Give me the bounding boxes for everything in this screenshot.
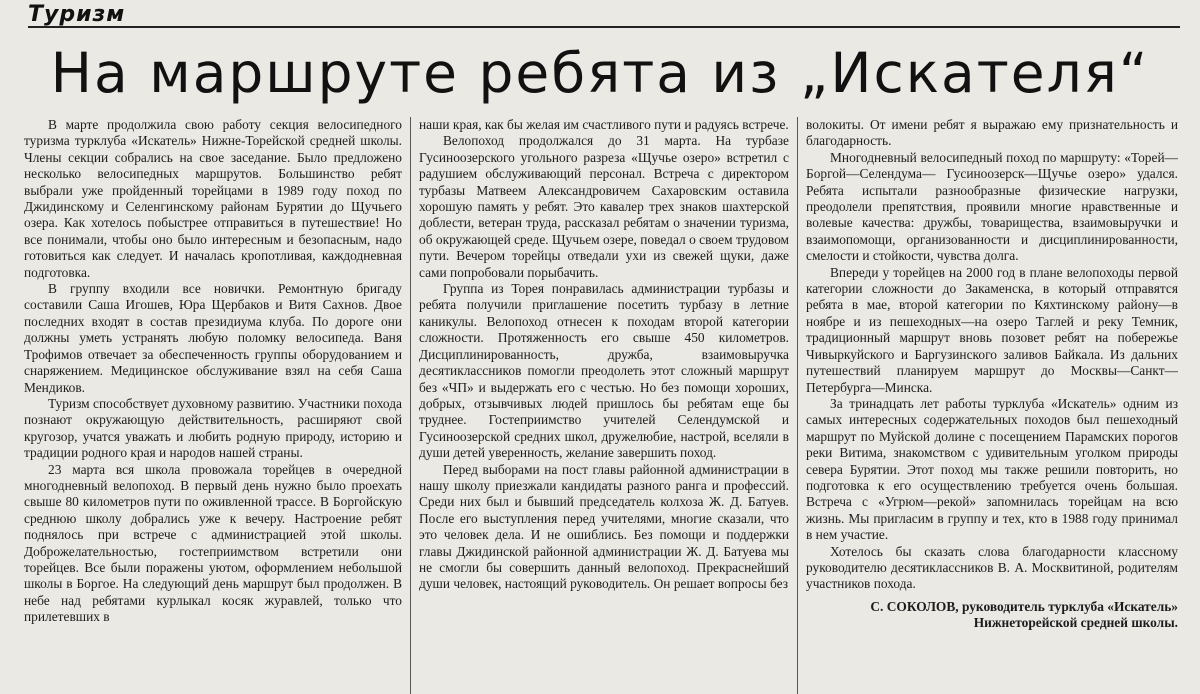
article-column-1 bbox=[24, 117, 402, 694]
paragraph: Велопоход продолжался до 31 марта. На турбазе Гусиноозерского угольного разреза «Щучье озеро» встретил с радушием обслуживающий персонал. Встреча с директором турбазы Матвеем Александровичем Сахаровским оставила хорошую память у ребят. Это кавалер трех знаков шахтерской доблести, ветеран труда, рассказал ребятам о значении туризма, об окружающей среде. Щучьем озере, поведал о своем трудовом пути. Вечером торейцы отведали ухи из свежей щуки, даже сами попробовали порыбачить. bbox=[419, 133, 789, 280]
paragraph: В марте продолжила свою работу секция велосипедного туризма турклуба «Искатель» Нижне-Торейской средней школы. Члены секции собрались на свое заседание. Было предложено несколько велосипедных маршрутов. Большинство ребят выбрали уже пройденный торейцами в 1989 году поход по Джидинскому и Селенгинскому районам Бурятии до Щучьего озера. Как хотелось побыстрее отправиться в путешествие! Но все понимали, чтобы оно было интересным и безопасным, надо готовиться как следует. И началась кропотливая, каждодневная подготовка. bbox=[24, 117, 402, 280]
paragraph: 23 марта вся школа провожала торейцев в очередной многодневный велопоход. В первый день нужно было проехать свыше 80 километров пути по оживленной трассе. В Боргойскую среднюю школу добрались уже к вечеру. Настроение ребят поднялось при встрече с администрацией этой школы. Доброжелательностью, гостеприимством встретили они торейцев. Все были поражены уютом, оформлением небольшой школы в Боргое. На следующий день маршрут был продолжен. В небе над ребятами курлыкал косяк журавлей, только что прилетевших в bbox=[24, 461, 402, 625]
paragraph: Впереди у торейцев на 2000 год в плане велопоходы первой категории сложности до Закаменска, в который отправятся ребята в мае, второй категории по Кяхтинскому району—в ноябре и из пешеходных—на озеро Таглей и реку Темник, традиционный маршрут вновь позовет ребят на побережье Чивыркуйского и Баргузинского заливов Байкала. Из дальних путешествий планируем маршрут до Москвы—Санкт—Петербурга—Минска. bbox=[806, 264, 1178, 395]
paragraph: волокиты. От имени ребят я выражаю ему признательность и благодарность. bbox=[806, 117, 1178, 149]
author-signature: С. СОКОЛОВ, руководитель турклуба «Искатель» Нижнеторейской средней школы. bbox=[870, 598, 1178, 631]
paragraph: Группа из Торея понравилась администрации турбазы и ребята получили приглашение посетить турбазу в летние каникулы. Велопоход отнесен к походам второй категории сложности. Протяженность его свыше 450 километров. Дисциплинированность, дружба, взаимовыручка десятиклассников помогли преодолеть этот сложный маршрут без «ЧП» и выдержать его с честью. Но без помощи хороших, добрых, отзывчивых людей пришлось бы ребятам еще бы труднее. Гостеприимство учителей Селендумской и Гусиноозерской средних школ, дружелюбие, настрой, вселяли в души детей уверенность, желание завершить поход. bbox=[419, 281, 789, 461]
paragraph: Туризм способствует духовному развитию. Участники похода познают окружающую действительность, расширяют свой кругозор, учатся уважать и любить родную природу, историю и традиции родного края и народов нашей страны. bbox=[24, 395, 402, 461]
paragraph: За тринадцать лет работы турклуба «Искатель» одним из самых интересных содержательных походов был пешеходный маршрут по Муйской долине с посещением Парамских порогов реки Витима, знакомством с удивительным уголком природы севера Бурятии. Этот поход мы также решили повторить, но подготовка к его осуществлению требуется очень большая. Встреча с «Угрюм—рекой» запомнилась торейцам на всю жизнь. Мы пригласим в группу и тех, кто в 1988 году принимал в нем участие. bbox=[806, 395, 1178, 543]
paragraph: Хотелось бы сказать слова благодарности классному руководителю десятиклассников В. А. Москвитиной, родителям участников похода. bbox=[806, 543, 1178, 592]
article-column-3 bbox=[806, 117, 1178, 694]
article-column-2 bbox=[419, 117, 789, 694]
column-divider bbox=[797, 117, 798, 694]
paragraph: В группу входили все новички. Ремонтную бригаду составили Саша Игошев, Юра Щербаков и Витя Сахнов. Двое последних входят в состав президиума клуба. По дороге они должны уметь устранять любую поломку велосипеда. Ваня Трофимов отвечает за обеспеченность группы оборудованием и снаряжением. Медицинское обслуживание взял на себя Саша Мендиков. bbox=[24, 281, 402, 395]
paragraph: наши края, как бы желая им счастливого пути и радуясь встрече. bbox=[419, 117, 789, 132]
rubric-label: Туризм bbox=[28, 2, 126, 27]
paragraph: Многодневный велосипедный поход по маршруту: «Торей—Боргой—Селендума— Гусиноозерск—Щучье озеро» удался. Ребята испытали разнообразные физические нагрузки, преодолели препятствия, проявили многие нравственные и волевые качества: дружбы, товарищества, взаимовыручки и взаимопомощи, организованности и дисциплинированности, смелости и стойкости, чувства долга. bbox=[806, 149, 1178, 264]
rubric-divider bbox=[28, 26, 1180, 28]
paragraph: Перед выборами на пост главы районной администрации в нашу школу приезжали кандидаты разного ранга и профессий. Среди них был и бывший председатель колхоза Ж. Д. Батуев. После его выступления перед учителями, многие сказали, что это человек дела. И не ошиблись. Без помощи и поддержки главы Джидинской районной администрации Ж. Д. Батуева мы не смогли бы совершить данный велопоход. Прекраснейший души человек, настоящий руководитель. Он решает вопросы без bbox=[419, 461, 789, 592]
article-headline: На маршруте ребята из „Искателя“ bbox=[50, 41, 1150, 105]
column-divider bbox=[410, 117, 411, 694]
